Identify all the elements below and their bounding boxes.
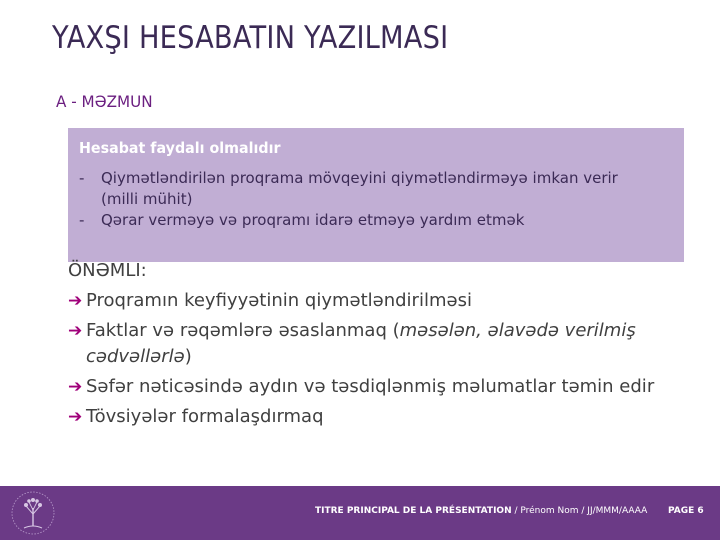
slide-subtitle: A - MƏZMUN xyxy=(56,92,153,111)
footer-bar xyxy=(0,486,720,540)
footer-separator: / xyxy=(578,506,588,516)
arrow-right-icon: ➔ xyxy=(68,321,83,341)
arrow-list-item xyxy=(68,374,668,400)
highlight-box xyxy=(68,128,684,262)
dash-bullet-icon: - xyxy=(79,169,85,187)
arrow-list-item xyxy=(68,404,668,430)
important-label: ÖNƏMLI: xyxy=(68,260,147,281)
hceres-tree-logo-icon xyxy=(10,490,56,536)
box-list-item-text: Qiymətləndirilən proqrama mövqeyini qiymətləndirməyə imkan verir (milli mühit) xyxy=(101,169,618,208)
arrow-right-icon: ➔ xyxy=(68,407,83,427)
arrow-list-item-italic: məsələn, əlavədə verilmiş cədvəllərlə xyxy=(86,320,636,367)
arrow-list-item-text: Proqramın keyfiyyətinin qiymətləndirilməsi xyxy=(86,290,472,311)
footer-presentation-title: TITRE PRINCIPAL DE LA PRÉSENTATION xyxy=(315,506,512,516)
arrow-list-item-text: Faktlar və rəqəmlərə əsaslanmaq ( xyxy=(86,320,400,341)
footer-separator: / xyxy=(511,506,521,516)
main-content xyxy=(68,258,668,434)
box-heading: Hesabat faydalı olmalıdır xyxy=(79,139,281,157)
box-list-item xyxy=(79,168,639,210)
box-list-item-text: Qərar verməyə və proqramı idarə etməyə yardım etmək xyxy=(101,211,525,229)
arrow-list-item xyxy=(68,318,668,370)
arrow-list-item xyxy=(68,288,668,314)
arrow-right-icon: ➔ xyxy=(68,291,83,311)
arrow-list-item-text: Tövsiyələr formalaşdırmaq xyxy=(86,406,324,427)
box-list xyxy=(79,168,639,231)
footer-author: Prénom Nom xyxy=(520,506,579,516)
arrow-list-item-text: Səfər nəticəsində aydın və təsdiqlənmiş məlumatlar təmin edir xyxy=(86,376,655,397)
dash-bullet-icon: - xyxy=(79,211,85,229)
page-number: PAGE 6 xyxy=(668,506,704,516)
box-list-item xyxy=(79,210,639,231)
footer-date: JJ/MMM/AAAA xyxy=(587,506,648,516)
slide-title: YAXŞI HESABATIN YAZILMASI xyxy=(52,20,449,56)
footer-presentation-info xyxy=(315,506,647,516)
arrow-list-item-after: ) xyxy=(184,346,192,367)
arrow-right-icon: ➔ xyxy=(68,377,83,397)
